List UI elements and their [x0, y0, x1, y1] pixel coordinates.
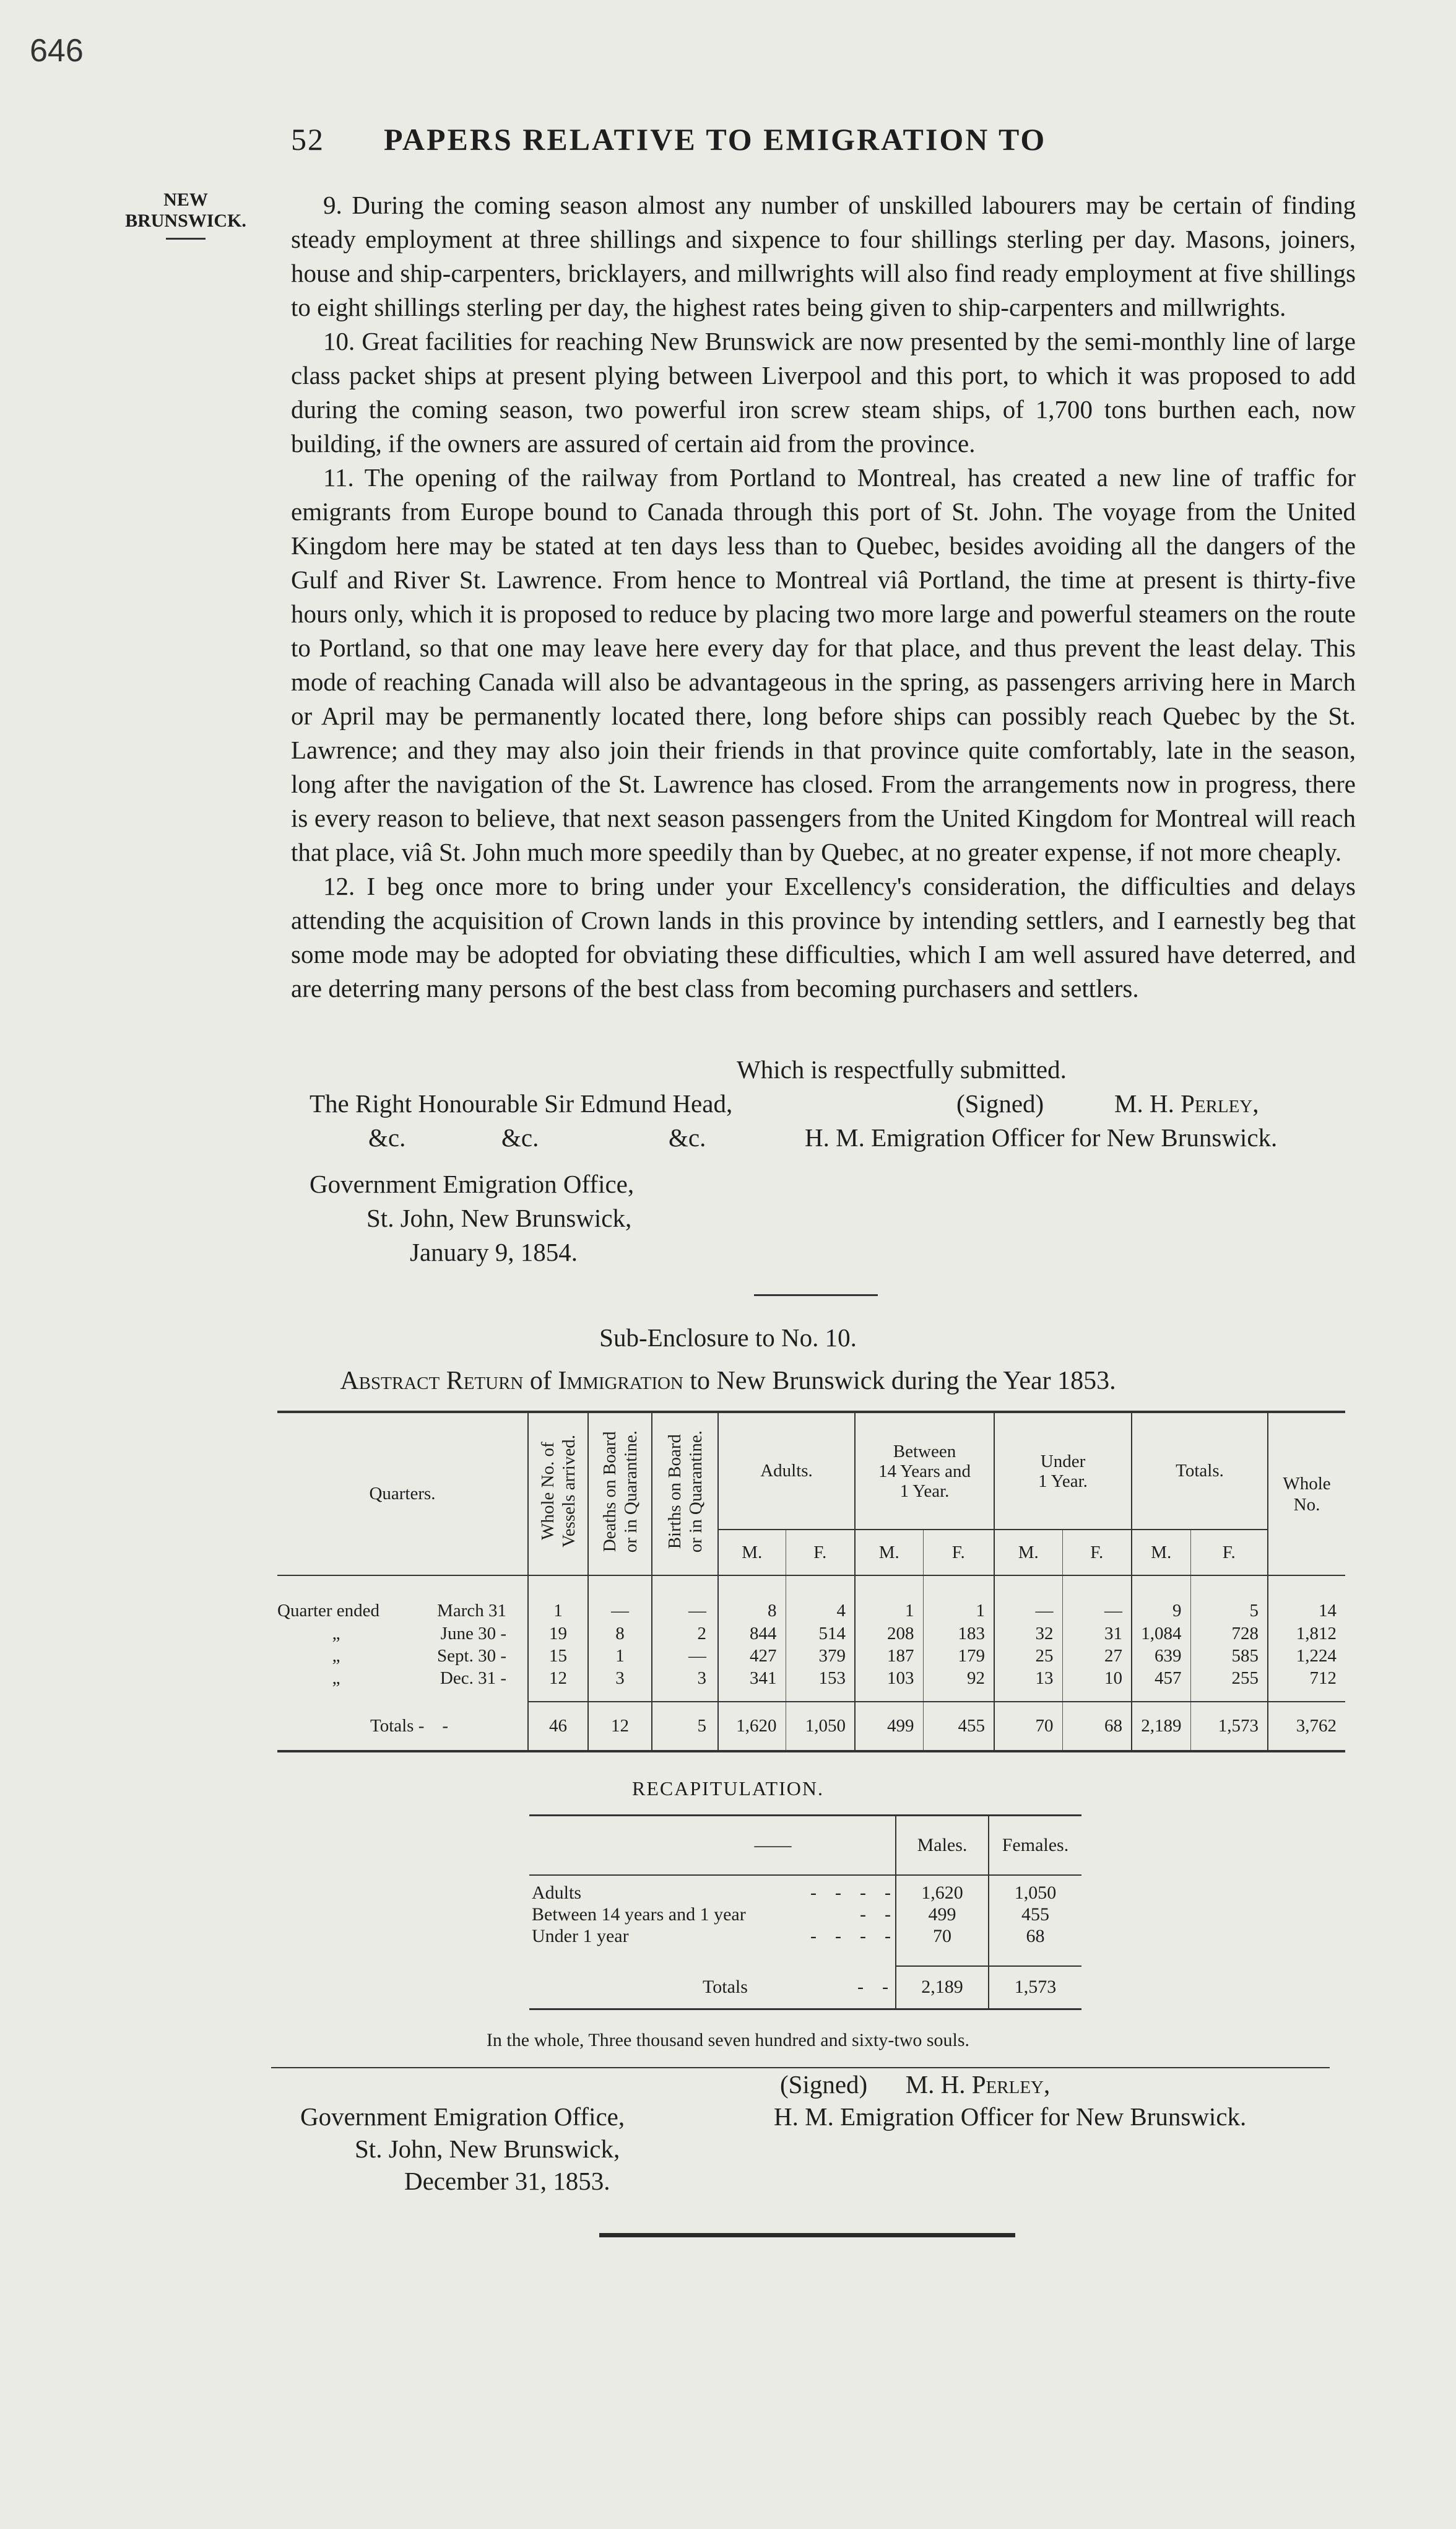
recap-cell-females: 1,050 — [989, 1883, 1081, 1904]
under-m-header: M. — [994, 1530, 1062, 1575]
cell-births: — — [652, 1599, 718, 1622]
abstract-table — [277, 1411, 1345, 1752]
cell-totals-f: 5 — [1190, 1599, 1268, 1622]
recap-row-label: Adults — [532, 1883, 582, 1903]
cell-births: — — [652, 1645, 718, 1667]
recap-row — [529, 1926, 1081, 1948]
header-page-number: 52 — [291, 122, 324, 157]
office-line-3: January 9, 1854. — [410, 1238, 578, 1266]
recap-total-females: 1,573 — [989, 1966, 1081, 2009]
row-quarter-date: Dec. 31 - — [440, 1668, 506, 1688]
paragraph-11: 11. The opening of the railway from Portland to Montreal, has created a new line of traffic for emigrants from Europe bound to Canada through this port of St. John. The voyage from the United Kingdom here may be stated at ten days less than to Quebec, besides avoiding all the dangers of the Gulf and River St. Lawrence. From hence to Montreal viâ Portland, the time at present is thirty-five hours only, which it is proposed to reduce by placing two more large and powerful steamers on the route to Portland, so that one may leave here every day for that place, and thus prevent the least delay. This mode of reaching Canada will also be advantageous in the spring, as passengers arriving here in March or April may be permanently located there, long before ships can possibly reach Quebec by the St. Lawrence; and they may also join their friends in that province quite comfortably, late in the season, long after the navigation of the St. Lawrence has closed. From the arrangements now in progress, there is every reason to believe, that next season passengers from the United Kingdom for Montreal will reach that place, viâ St. John much more speedily than by Quebec, at no greater expense, if not more cheaply. — [291, 463, 1356, 866]
total-adults-f: 1,050 — [786, 1702, 855, 1751]
total-totals-m: 2,189 — [1132, 1702, 1190, 1751]
col-births-line2: or in Quarantine. — [685, 1430, 706, 1553]
cell-under-m: 13 — [994, 1667, 1062, 1689]
cell-between-m: 208 — [855, 1622, 923, 1645]
cell-under-m: 25 — [994, 1645, 1062, 1667]
recap-cell-males: 1,620 — [896, 1883, 989, 1904]
recap-col-females: Females. — [989, 1816, 1081, 1875]
sig2-title: H. M. Emigration Officer for New Brunswick. — [774, 2102, 1247, 2131]
col-deaths-line2: or in Quarantine. — [620, 1430, 641, 1553]
closing-block — [291, 1053, 1356, 1269]
col-between-line3: 1 Year. — [899, 1481, 950, 1501]
summary-line: In the whole, Three thousand seven hundred and sixty-two souls. — [486, 2030, 970, 2050]
recap-cell-females: 68 — [989, 1926, 1081, 1948]
cell-under-m: 32 — [994, 1622, 1062, 1645]
signer-title: H. M. Emigration Officer for New Brunswick. — [805, 1123, 1278, 1152]
cell-between-f: 179 — [923, 1645, 994, 1667]
col-between-line1: Between — [893, 1441, 956, 1461]
abstract-title — [0, 1366, 1456, 1396]
cell-under-f: 27 — [1062, 1645, 1132, 1667]
cell-under-f: — — [1062, 1599, 1132, 1622]
adults-f-header: F. — [786, 1530, 855, 1575]
signed-label: (Signed) — [956, 1089, 1044, 1118]
recap-totals-label: Totals — [703, 1976, 748, 1997]
section-divider — [754, 1294, 878, 1296]
cell-deaths: 8 — [588, 1622, 652, 1645]
recap-totals-row — [529, 1966, 1081, 2009]
total-under-f: 68 — [1062, 1702, 1132, 1751]
cell-vessels: 1 — [528, 1599, 588, 1622]
col-deaths-header — [588, 1412, 652, 1575]
abstract-table-wrap — [277, 1411, 1345, 1752]
office-line-1: Government Emigration Office, — [310, 1170, 635, 1198]
submitted-line: Which is respectfully submitted. — [737, 1055, 1067, 1084]
col-vessels-line2: Vessels arrived. — [558, 1435, 579, 1548]
cell-whole: 1,812 — [1268, 1622, 1345, 1645]
recap-row-dashes: - - - - — [810, 1926, 891, 1946]
recap-row-label: Between 14 years and 1 year — [532, 1904, 746, 1925]
cell-adults-f: 514 — [786, 1622, 855, 1645]
total-under-m: 70 — [994, 1702, 1062, 1751]
abstract-title-part1: Abstract Return — [340, 1367, 524, 1395]
recap-col-males: Males. — [896, 1816, 989, 1875]
table-row — [277, 1622, 1345, 1645]
under-f-header: F. — [1062, 1530, 1132, 1575]
cell-totals-m: 457 — [1132, 1667, 1190, 1689]
cell-births: 2 — [652, 1622, 718, 1645]
total-between-m: 499 — [855, 1702, 923, 1751]
running-header — [291, 121, 1046, 157]
total-adults-m: 1,620 — [718, 1702, 786, 1751]
row-quarter-prefix: Quarter ended — [277, 1600, 380, 1621]
addressee: The Right Honourable Sir Edmund Head, — [310, 1089, 733, 1118]
paragraph-10: 10. Great facilities for reaching New Brunswick are now presented by the semi-monthly line of large class packet ships at present plying between Liverpool and this port, to which it was proposed to add during the coming season, two powerful iron screw steam ships, of 1,700 tons burthen each, now building, if the owners are assured of certain aid from the province. — [291, 327, 1356, 458]
margin-note-line1: NEW — [163, 189, 208, 210]
recap-row-dashes: - - - - — [810, 1883, 891, 1903]
col-whole-line1: Whole — [1283, 1473, 1331, 1494]
paragraph-12: 12. I beg once more to bring under your Excellency's consideration, the difficulties and delays attending the acquisition of Crown lands in this province by intending settlers, and I earnestly beg that some mode may be adopted for obviating these difficulties, which I am well assured have deterred, and are deterring many persons of the best class from becoming purchasers and settlers. — [291, 872, 1356, 1003]
sig2-office-line1: Government Emigration Office, — [300, 2102, 625, 2131]
recap-cell-females: 455 — [989, 1904, 1081, 1926]
cell-adults-f: 153 — [786, 1667, 855, 1689]
folio-number: 646 — [30, 33, 84, 69]
col-whole-header — [1268, 1412, 1345, 1575]
cell-adults-f: 4 — [786, 1599, 855, 1622]
total-births: 5 — [652, 1702, 718, 1751]
recap-cell-males: 499 — [896, 1904, 989, 1926]
col-vessels-line1: Whole No. of — [537, 1442, 558, 1541]
cell-between-m: 187 — [855, 1645, 923, 1667]
cell-vessels: 15 — [528, 1645, 588, 1667]
total-between-f: 455 — [923, 1702, 994, 1751]
recap-row — [529, 1883, 1081, 1904]
between-m-header: M. — [855, 1530, 923, 1575]
cell-under-m: — — [994, 1599, 1062, 1622]
col-under-header — [994, 1412, 1132, 1530]
row-quarter-prefix: „ — [332, 1668, 340, 1688]
cell-totals-f: 255 — [1190, 1667, 1268, 1689]
cell-totals-f: 728 — [1190, 1622, 1268, 1645]
table-row — [277, 1599, 1345, 1622]
col-between-line2: 14 Years and — [878, 1461, 971, 1481]
recap-row — [529, 1904, 1081, 1926]
totals-row — [277, 1702, 1345, 1751]
col-under-line1: Under — [1040, 1451, 1086, 1471]
sub-enclosure-title: Sub-Enclosure to No. 10. — [599, 1323, 857, 1352]
col-vessels-header — [528, 1412, 588, 1575]
recap-row-label: Under 1 year — [532, 1926, 629, 1946]
row-quarter-date: March 31 — [437, 1600, 506, 1621]
row-quarter-date: Sept. 30 - — [437, 1645, 506, 1666]
recap-title: RECAPITULATION. — [632, 1777, 824, 1800]
etc-1: &c. — [368, 1123, 406, 1152]
header-title: PAPERS RELATIVE TO EMIGRATION TO — [384, 122, 1047, 157]
cell-between-f: 1 — [923, 1599, 994, 1622]
cell-under-f: 10 — [1062, 1667, 1132, 1689]
table-row — [277, 1667, 1345, 1689]
recap-table-wrap — [529, 1814, 1081, 2010]
total-vessels: 46 — [528, 1702, 588, 1751]
cell-vessels: 12 — [528, 1667, 588, 1689]
signature-block-2 — [774, 2068, 1247, 2133]
recap-head-dash: —— — [529, 1816, 896, 1875]
cell-deaths: 3 — [588, 1667, 652, 1689]
col-births-header — [652, 1412, 718, 1575]
abstract-title-part3: Immigration — [558, 1367, 683, 1395]
cell-totals-m: 639 — [1132, 1645, 1190, 1667]
cell-between-m: 103 — [855, 1667, 923, 1689]
col-between-header — [855, 1412, 994, 1530]
margin-note-line2: BRUNSWICK. — [125, 211, 246, 231]
table-row — [277, 1645, 1345, 1667]
row-quarter-prefix: „ — [332, 1623, 340, 1643]
total-whole: 3,762 — [1268, 1702, 1345, 1751]
totals-row-label: Totals - — [370, 1715, 425, 1736]
totals-f-header: F. — [1190, 1530, 1268, 1575]
sig2-signed-label: (Signed) — [780, 2070, 868, 2099]
cell-vessels: 19 — [528, 1622, 588, 1645]
totals-row-dash: - — [442, 1715, 449, 1736]
cell-totals-m: 1,084 — [1132, 1622, 1190, 1645]
cell-whole: 14 — [1268, 1599, 1345, 1622]
recap-totals-dashes: - - — [857, 1976, 888, 1997]
bottom-rule — [599, 2233, 1015, 2237]
cell-between-f: 183 — [923, 1622, 994, 1645]
sig2-office-line3: December 31, 1853. — [404, 2167, 610, 2195]
recap-row-dashes: - - — [860, 1904, 891, 1925]
totals-m-header: M. — [1132, 1530, 1190, 1575]
cell-between-f: 92 — [923, 1667, 994, 1689]
col-deaths-line1: Deaths on Board — [599, 1431, 620, 1552]
etc-2: &c. — [501, 1123, 539, 1152]
cell-deaths: — — [588, 1599, 652, 1622]
adults-m-header: M. — [718, 1530, 786, 1575]
col-births-line1: Births on Board — [664, 1434, 685, 1549]
total-deaths: 12 — [588, 1702, 652, 1751]
abstract-title-part4: to New Brunswick during the Year 1853. — [690, 1367, 1116, 1395]
paragraph-9: 9. During the coming season almost any number of unskilled labourers may be certain of finding steady employment at three shillings and sixpence to four shillings sterling per day. Masons, joiners, house and ship-carpenters, bricklayers, and millwrights will also find ready employment at five shillings to eight shillings sterling per day, the highest rates being given to ship-carpenters and millwrights. — [291, 191, 1356, 321]
col-totals-header: Totals. — [1132, 1412, 1268, 1530]
total-totals-f: 1,573 — [1190, 1702, 1268, 1751]
body-text — [291, 188, 1356, 1006]
margin-note-rule — [166, 238, 206, 240]
cell-adults-m: 8 — [718, 1599, 786, 1622]
office-line-2: St. John, New Brunswick, — [366, 1204, 632, 1232]
col-quarters-header: Quarters. — [277, 1412, 528, 1575]
cell-under-f: 31 — [1062, 1622, 1132, 1645]
margin-note — [111, 189, 260, 240]
sig2-signer: M. H. Perley, — [905, 2070, 1051, 2099]
cell-whole: 712 — [1268, 1667, 1345, 1689]
recap-total-males: 2,189 — [896, 1966, 989, 2009]
row-quarter-prefix: „ — [332, 1645, 340, 1666]
col-under-line2: 1 Year. — [1038, 1471, 1088, 1491]
cell-deaths: 1 — [588, 1645, 652, 1667]
cell-totals-m: 9 — [1132, 1599, 1190, 1622]
cell-adults-m: 844 — [718, 1622, 786, 1645]
col-whole-line2: No. — [1293, 1494, 1320, 1515]
between-f-header: F. — [923, 1530, 994, 1575]
sig2-office-line2: St. John, New Brunswick, — [355, 2135, 620, 2163]
cell-adults-m: 427 — [718, 1645, 786, 1667]
cell-adults-m: 341 — [718, 1667, 786, 1689]
recap-table — [529, 1814, 1081, 2010]
cell-between-m: 1 — [855, 1599, 923, 1622]
abstract-title-part2: of — [529, 1367, 552, 1395]
etc-3: &c. — [669, 1123, 706, 1152]
signer-name: M. H. Perley, — [1114, 1089, 1259, 1118]
row-quarter-date: June 30 - — [440, 1623, 506, 1643]
col-adults-header: Adults. — [718, 1412, 855, 1530]
recap-cell-males: 70 — [896, 1926, 989, 1948]
cell-totals-f: 585 — [1190, 1645, 1268, 1667]
cell-adults-f: 379 — [786, 1645, 855, 1667]
cell-whole: 1,224 — [1268, 1645, 1345, 1667]
cell-births: 3 — [652, 1667, 718, 1689]
office-block-2 — [300, 2100, 625, 2197]
